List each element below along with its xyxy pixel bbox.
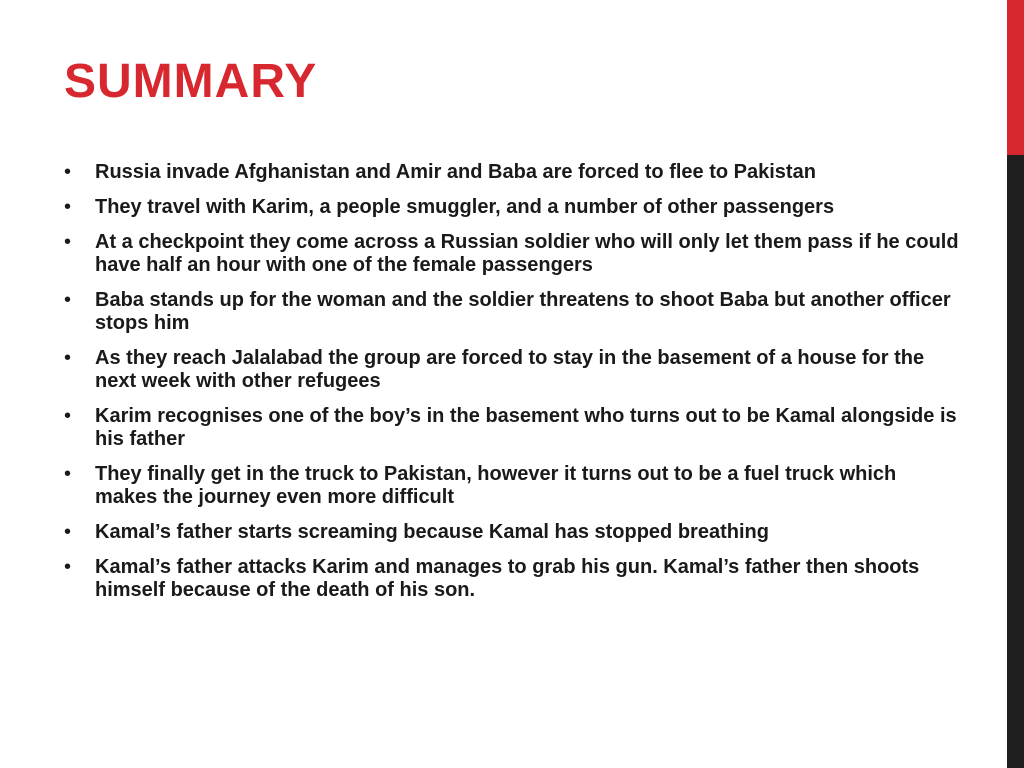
bullet-item xyxy=(64,161,964,184)
bullet-marker: • xyxy=(64,161,72,183)
bullet-item xyxy=(64,463,964,509)
accent-bar-red xyxy=(1007,0,1024,155)
bullet-item xyxy=(64,289,964,335)
bullet-item xyxy=(64,231,964,277)
bullet-marker: • xyxy=(64,231,72,253)
bullet-text: Russia invade Afghanistan and Amir and Baba are forced to flee to Pakistan xyxy=(95,161,816,183)
bullet-marker: • xyxy=(64,463,72,485)
bullet-item xyxy=(64,556,964,602)
bullet-marker: • xyxy=(64,347,72,369)
accent-bar-dark xyxy=(1007,155,1024,768)
bullet-item xyxy=(64,405,964,451)
bullet-item xyxy=(64,521,964,544)
bullet-marker: • xyxy=(64,196,72,218)
bullet-text: As they reach Jalalabad the group are forced to stay in the basement of a house for the next week with other refugees xyxy=(95,347,925,392)
bullet-marker: • xyxy=(64,289,72,311)
bullet-marker: • xyxy=(64,405,72,427)
bullet-marker: • xyxy=(64,556,72,578)
bullet-text: Baba stands up for the woman and the soldier threatens to shoot Baba but another officer stops him xyxy=(95,289,951,334)
bullet-text: They travel with Karim, a people smuggler, and a number of other passengers xyxy=(95,196,835,218)
bullet-text: They finally get in the truck to Pakistan, however it turns out to be a fuel truck which makes the journey even more difficult xyxy=(95,463,897,508)
bullet-text: Kamal’s father starts screaming because Kamal has stopped breathing xyxy=(95,521,769,543)
bullet-item xyxy=(64,347,964,393)
bullet-text: Kamal’s father attacks Karim and manages to grab his gun. Kamal’s father then shoots himself because of the death of his son. xyxy=(95,556,920,601)
bullet-list xyxy=(64,161,964,614)
bullet-text: Karim recognises one of the boy’s in the basement who turns out to be Kamal alongside is his father xyxy=(95,405,957,450)
bullet-item xyxy=(64,196,964,219)
slide-title: SUMMARY xyxy=(64,55,318,108)
bullet-text: At a checkpoint they come across a Russian soldier who will only let them pass if he could have half an hour with one of the female passengers xyxy=(95,231,959,276)
bullet-marker: • xyxy=(64,521,72,543)
